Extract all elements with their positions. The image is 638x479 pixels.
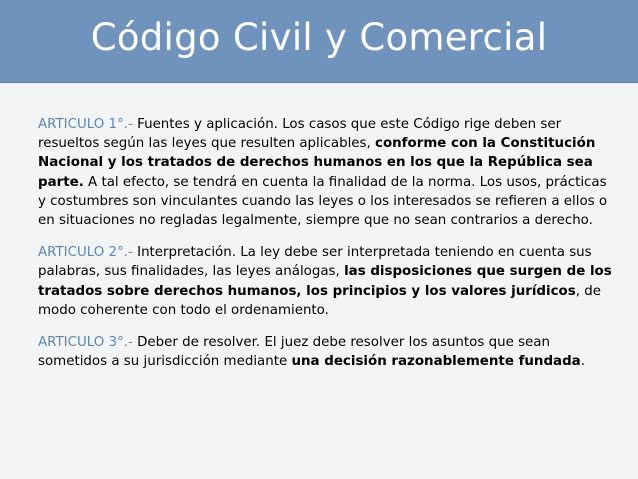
article-1-text-1: Fuentes y aplicación. Los casos que este Código rige deben ser resueltos según las leyes que resulten aplicables, <box>38 117 562 152</box>
article-1-bold-1: conforme con la Constitución Nacional y los tratados de derechos humanos en los que la República sea parte. <box>38 136 596 190</box>
article-2-text-2: , de modo coherente con todo el ordenamiento. <box>38 283 601 318</box>
article-1-label: ARTICULO 1°.- <box>38 117 133 132</box>
slide-title: Código Civil y Comercial <box>90 16 548 59</box>
article-3 <box>38 333 618 371</box>
slide-content <box>38 115 618 384</box>
article-3-text-1: Deber de resolver. El juez debe resolver los asuntos que sean sometidos a su jurisdicción mediante <box>38 335 550 370</box>
article-2-label: ARTICULO 2°.- <box>38 245 133 261</box>
article-2-bold-1: las disposiciones que surgen de los tratados sobre derechos humanos, los principios y los valores jurídicos <box>38 264 612 299</box>
title-bar <box>0 0 638 83</box>
article-2-text-1: Interpretación. La ley debe ser interpretada teniendo en cuenta sus palabras, sus finalidades, las leyes análogas, <box>38 245 592 280</box>
article-3-text-2: . <box>580 354 585 370</box>
article-3-bold-1: una decisión razonablemente fundada <box>291 354 581 370</box>
article-1-text-2: A tal efecto, se tendrá en cuenta la finalidad de la norma. Los usos, prácticas y costumbres son vinculantes cuando las leyes o los interesados se refieren a ellos o en situaciones no regladas legalmente, siempre que no sean contrarios a derecho. <box>38 174 608 229</box>
article-1 <box>38 115 618 230</box>
article-3-label: ARTICULO 3°.- <box>38 335 133 351</box>
article-2 <box>38 243 618 320</box>
